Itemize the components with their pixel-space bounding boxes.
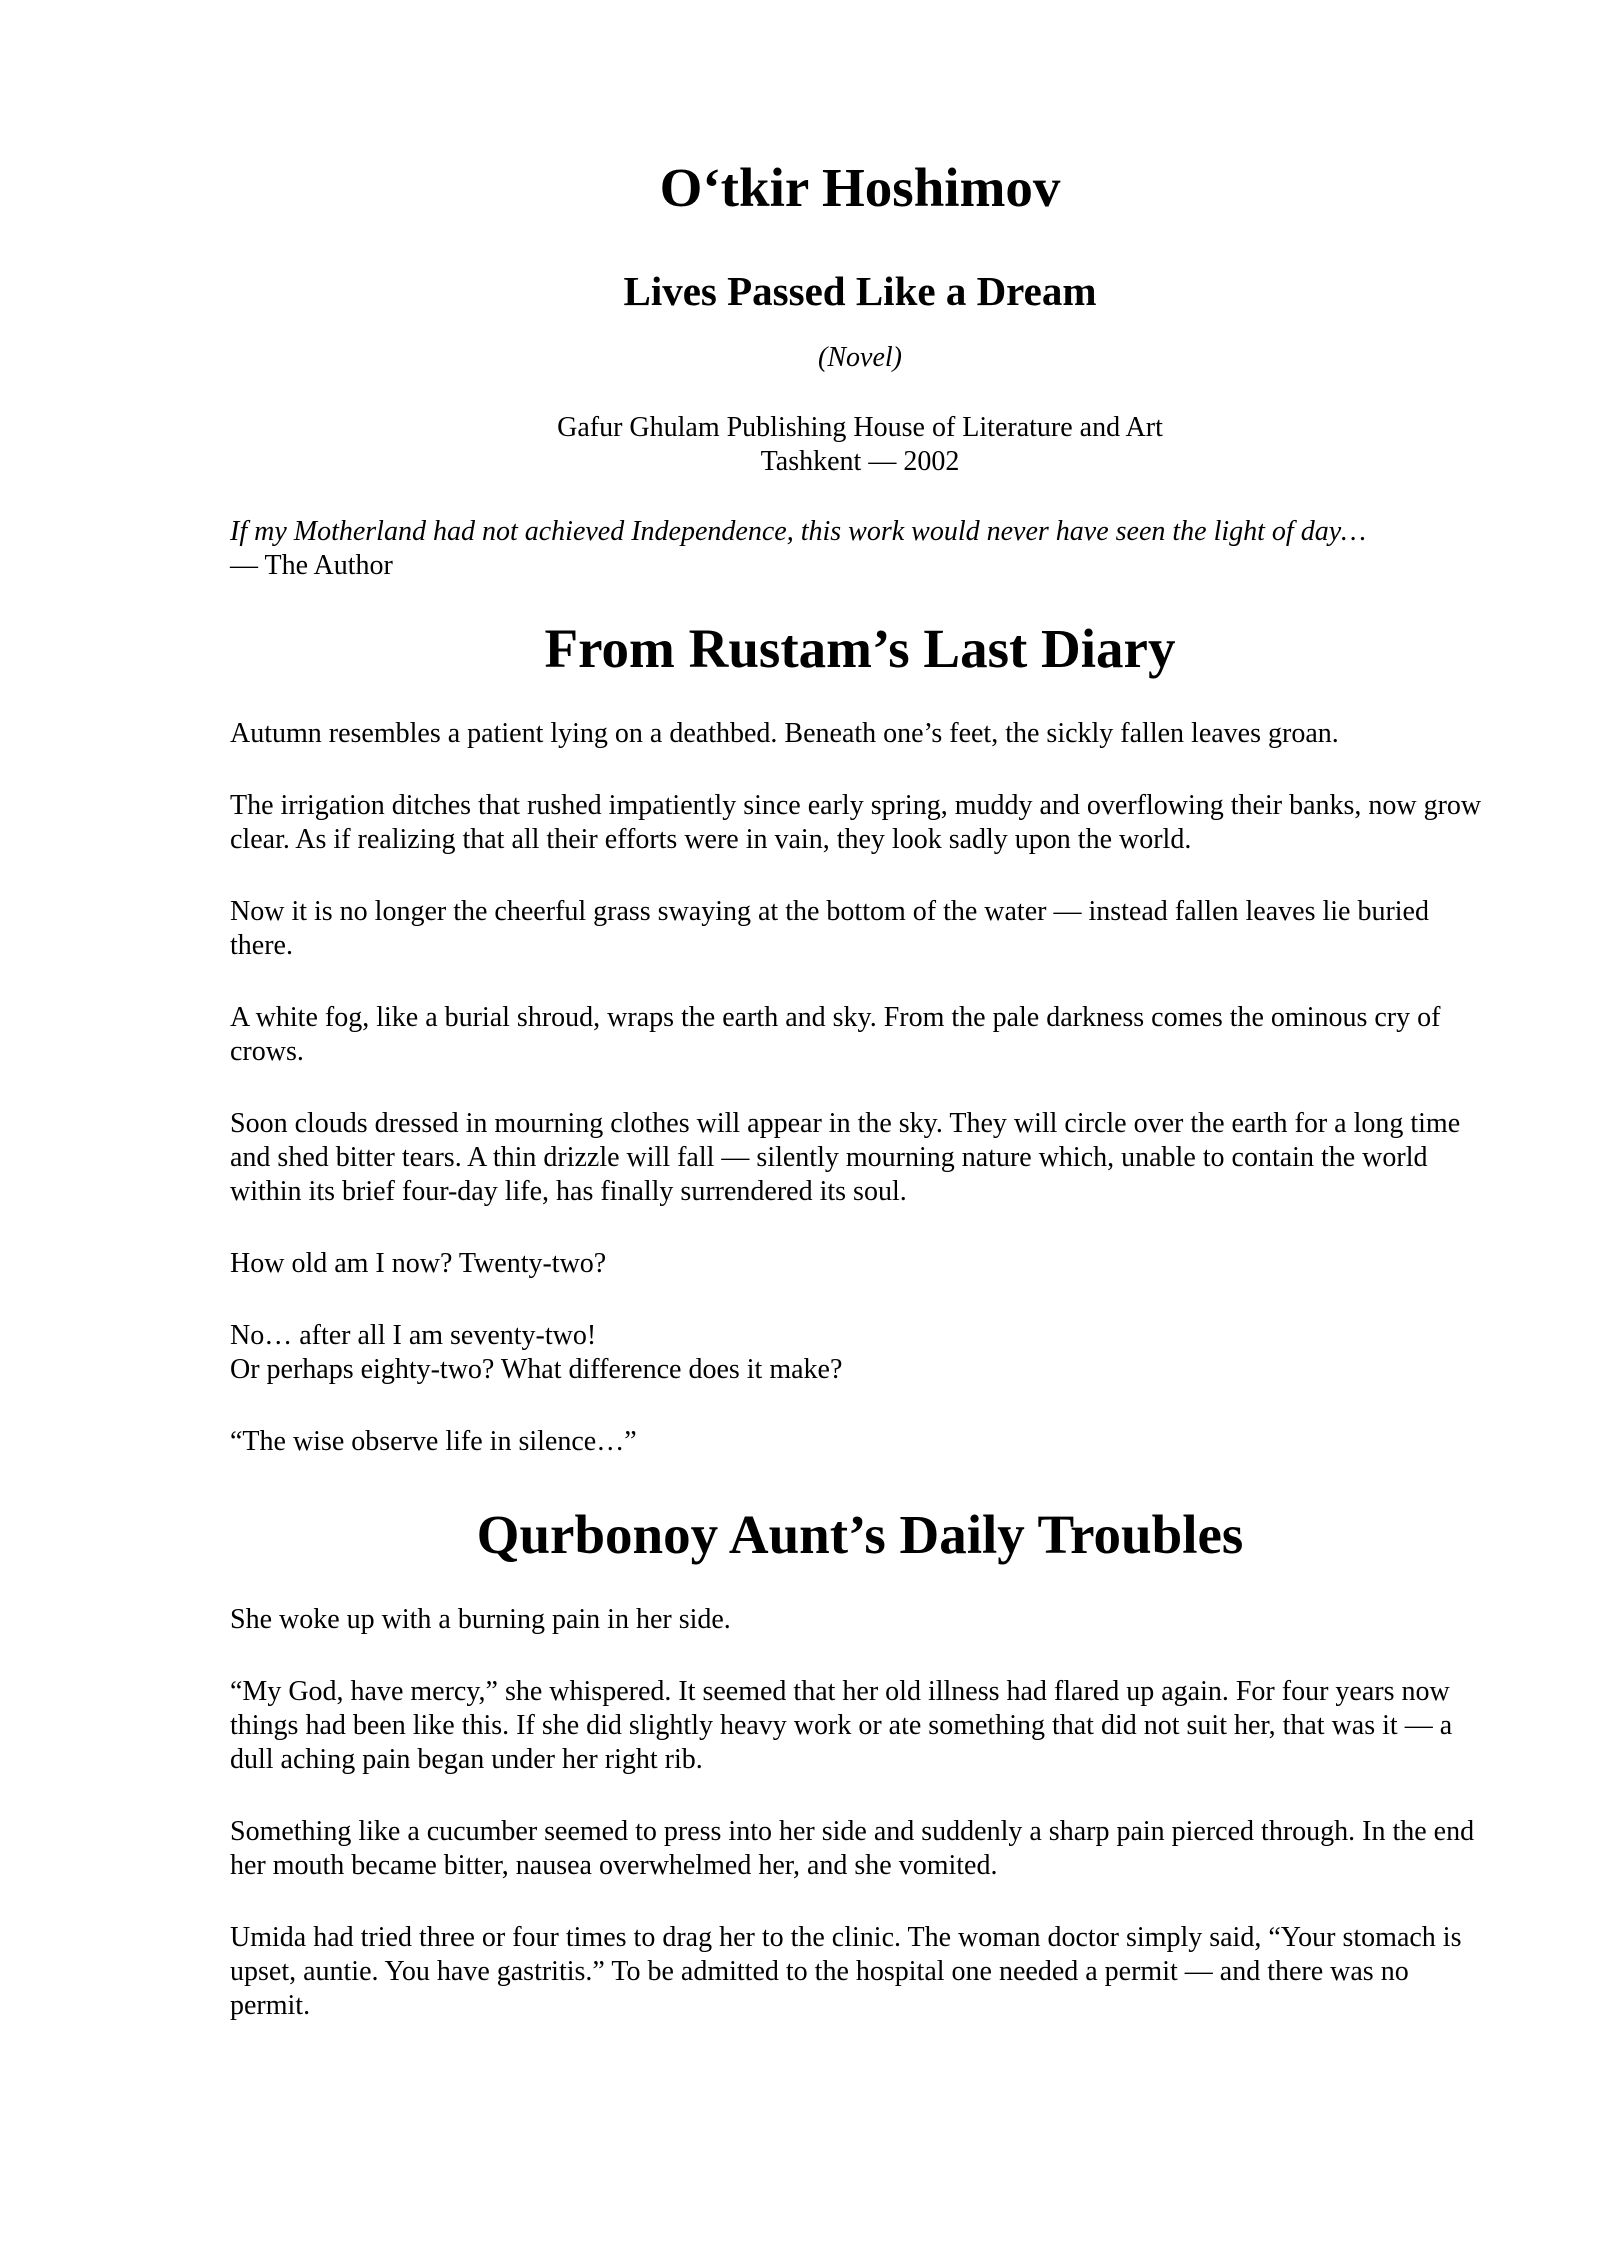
- paragraph: How old am I now? Twenty-two?: [230, 1248, 607, 1279]
- paragraph: She woke up with a burning pain in her side.: [230, 1604, 731, 1635]
- paragraph: The irrigation ditches that rushed impatiently since early spring, muddy and overflowing their banks, now grow clear. As if realizing that all their efforts were in vain, they look sadly upon the world.: [230, 790, 1482, 855]
- paragraph: Umida had tried three or four times to drag her to the clinic. The woman doctor simply said, “Your stomach is upset, auntie. You have gastritis.” To be admitted to the hospital one needed a permit — and there was no permit.: [230, 1922, 1462, 2021]
- genre-label: (Novel): [818, 342, 902, 373]
- epigraph: [230, 515, 1490, 583]
- paragraph-line: No… after all I am seventy-two!: [230, 1320, 597, 1351]
- paragraph: A white fog, like a burial shroud, wraps the earth and sky. From the pale darkness comes the ominous cry of crows.: [230, 1002, 1441, 1067]
- epigraph-attribution: — The Author: [230, 550, 393, 581]
- publication-place-year: Tashkent — 2002: [760, 446, 960, 477]
- publisher-info: [230, 411, 1490, 479]
- paragraph: Soon clouds dressed in mourning clothes will appear in the sky. They will circle over the earth for a long time and shed bitter tears. A thin drizzle will fall — silently mourning nature which, unable to contain the world within its brief four-day life, has finally surrendered its soul.: [230, 1108, 1461, 1207]
- publisher-name: Gafur Ghulam Publishing House of Literature and Art: [557, 412, 1163, 443]
- paragraph-line: Or perhaps eighty-two? What difference does it make?: [230, 1354, 843, 1385]
- book-title: Lives Passed Like a Dream: [623, 268, 1097, 314]
- author-name: O‘tkir Hoshimov: [659, 157, 1061, 218]
- paragraph: “My God, have mercy,” she whispered. It seemed that her old illness had flared up again. For four years now things had been like this. If she did slightly heavy work or ate something that did not suit her, that was it — a dull aching pain began under her right rib.: [230, 1676, 1453, 1775]
- paragraph: Now it is no longer the cheerful grass swaying at the bottom of the water — instead fallen leaves lie buried there.: [230, 896, 1429, 961]
- section-heading-rustam-diary: From Rustam’s Last Diary: [544, 618, 1176, 679]
- section-heading-qurbonoy-troubles: Qurbonoy Aunt’s Daily Troubles: [476, 1504, 1244, 1565]
- paragraph: Something like a cucumber seemed to press into her side and suddenly a sharp pain pierced through. In the end her mouth became bitter, nausea overwhelmed her, and she vomited.: [230, 1816, 1475, 1881]
- epigraph-quote: If my Motherland had not achieved Independence, this work would never have seen the light of day…: [230, 516, 1367, 547]
- paragraph: “The wise observe life in silence…”: [230, 1426, 637, 1457]
- paragraph: Autumn resembles a patient lying on a deathbed. Beneath one’s feet, the sickly fallen leaves groan.: [230, 718, 1339, 749]
- paragraph-two-lines: [230, 1319, 1490, 1387]
